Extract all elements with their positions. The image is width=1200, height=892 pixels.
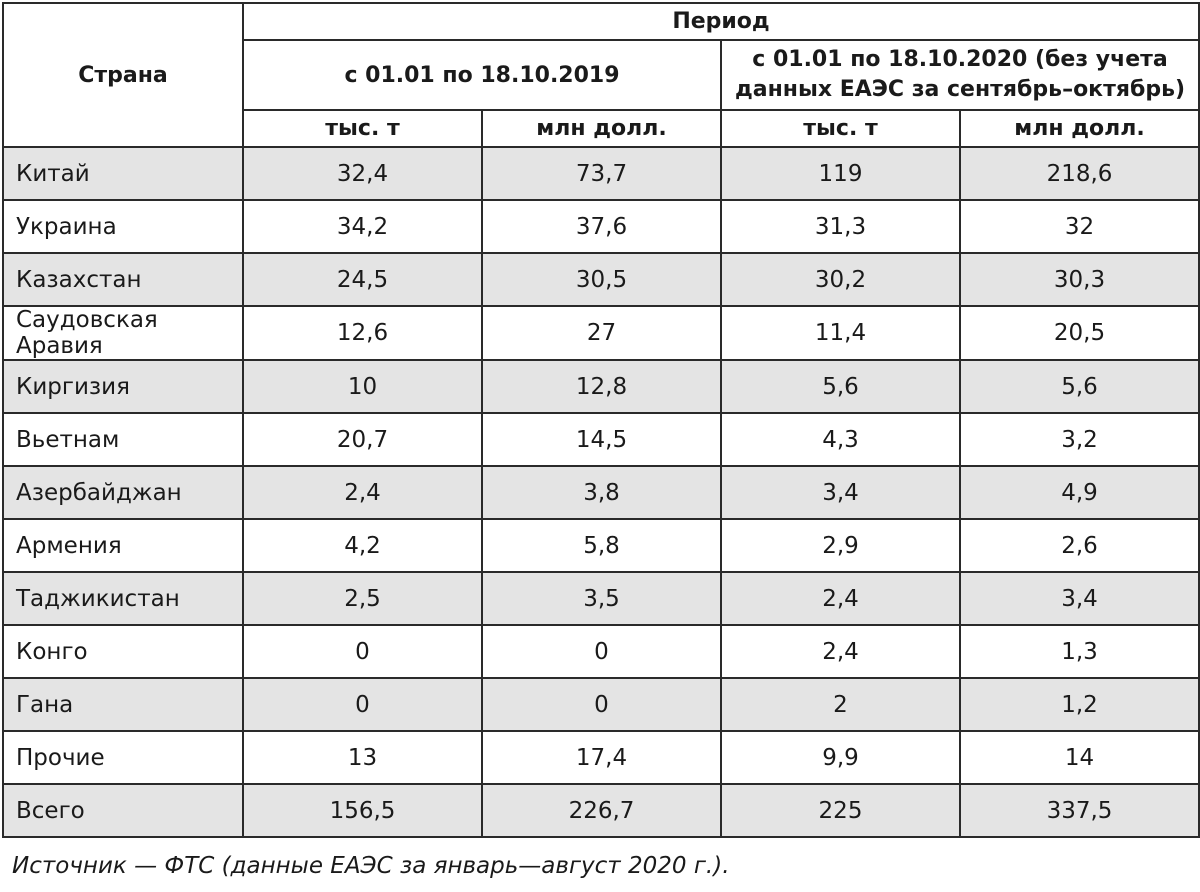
- value-cell: 0: [243, 678, 482, 731]
- value-cell: 14: [960, 731, 1199, 784]
- value-cell: 0: [243, 625, 482, 678]
- value-cell: 225: [721, 784, 960, 837]
- value-cell: 218,6: [960, 147, 1199, 200]
- value-cell: 2,4: [721, 572, 960, 625]
- value-cell: 9,9: [721, 731, 960, 784]
- country-cell: Китай: [3, 147, 243, 200]
- country-cell: Украина: [3, 200, 243, 253]
- table-row: [3, 678, 1199, 731]
- value-cell: 5,8: [482, 519, 721, 572]
- country-cell: Прочие: [3, 731, 243, 784]
- value-cell: 2,4: [243, 466, 482, 519]
- value-cell: 27: [482, 306, 721, 360]
- value-cell: 2,4: [721, 625, 960, 678]
- value-cell: 32: [960, 200, 1199, 253]
- header-unit-usd-2020: млн долл.: [960, 110, 1199, 147]
- value-cell: 37,6: [482, 200, 721, 253]
- value-cell: 226,7: [482, 784, 721, 837]
- value-cell: 30,3: [960, 253, 1199, 306]
- table-row: [3, 625, 1199, 678]
- table-row: [3, 413, 1199, 466]
- header-unit-tons-2019: тыс. т: [243, 110, 482, 147]
- value-cell: 2,5: [243, 572, 482, 625]
- import-table: [2, 2, 1200, 838]
- value-cell: 119: [721, 147, 960, 200]
- country-cell: Конго: [3, 625, 243, 678]
- value-cell: 3,2: [960, 413, 1199, 466]
- country-cell: Армения: [3, 519, 243, 572]
- value-cell: 4,9: [960, 466, 1199, 519]
- value-cell: 4,2: [243, 519, 482, 572]
- value-cell: 17,4: [482, 731, 721, 784]
- table-row: [3, 731, 1199, 784]
- table-row: [3, 147, 1199, 200]
- value-cell: 32,4: [243, 147, 482, 200]
- country-cell: Всего: [3, 784, 243, 837]
- table-row: [3, 200, 1199, 253]
- table-row: [3, 572, 1199, 625]
- value-cell: 337,5: [960, 784, 1199, 837]
- country-cell: Саудовская Аравия: [3, 306, 243, 360]
- country-cell: Азербайджан: [3, 466, 243, 519]
- country-cell: Казахстан: [3, 253, 243, 306]
- header-period-2019: с 01.01 по 18.10.2019: [243, 40, 721, 110]
- table-row: [3, 360, 1199, 413]
- header-period: Период: [243, 3, 1199, 40]
- header-country: Страна: [3, 3, 243, 147]
- value-cell: 3,5: [482, 572, 721, 625]
- value-cell: 1,2: [960, 678, 1199, 731]
- value-cell: 0: [482, 625, 721, 678]
- country-cell: Гана: [3, 678, 243, 731]
- header-unit-usd-2019: млн долл.: [482, 110, 721, 147]
- value-cell: 13: [243, 731, 482, 784]
- header-unit-tons-2020: тыс. т: [721, 110, 960, 147]
- value-cell: 14,5: [482, 413, 721, 466]
- value-cell: 4,3: [721, 413, 960, 466]
- value-cell: 20,7: [243, 413, 482, 466]
- value-cell: 34,2: [243, 200, 482, 253]
- value-cell: 1,3: [960, 625, 1199, 678]
- value-cell: 3,8: [482, 466, 721, 519]
- country-cell: Таджикистан: [3, 572, 243, 625]
- value-cell: 12,6: [243, 306, 482, 360]
- value-cell: 5,6: [721, 360, 960, 413]
- value-cell: 12,8: [482, 360, 721, 413]
- table-row: [3, 306, 1199, 360]
- value-cell: 11,4: [721, 306, 960, 360]
- value-cell: 0: [482, 678, 721, 731]
- source-note: Источник — ФТС (данные ЕАЭС за январь—август 2020 г.).: [12, 853, 730, 879]
- value-cell: 2: [721, 678, 960, 731]
- value-cell: 73,7: [482, 147, 721, 200]
- value-cell: 31,3: [721, 200, 960, 253]
- table-row: [3, 519, 1199, 572]
- value-cell: 156,5: [243, 784, 482, 837]
- table-row-total: [3, 784, 1199, 837]
- table-row: [3, 466, 1199, 519]
- value-cell: 30,2: [721, 253, 960, 306]
- country-cell: Киргизия: [3, 360, 243, 413]
- value-cell: 30,5: [482, 253, 721, 306]
- value-cell: 5,6: [960, 360, 1199, 413]
- table-row: [3, 253, 1199, 306]
- value-cell: 10: [243, 360, 482, 413]
- value-cell: 20,5: [960, 306, 1199, 360]
- value-cell: 24,5: [243, 253, 482, 306]
- value-cell: 3,4: [960, 572, 1199, 625]
- value-cell: 2,6: [960, 519, 1199, 572]
- value-cell: 3,4: [721, 466, 960, 519]
- header-period-2020: с 01.01 по 18.10.2020 (без учета данных ЕАЭС за сентябрь–октябрь): [721, 40, 1199, 110]
- country-cell: Вьетнам: [3, 413, 243, 466]
- value-cell: 2,9: [721, 519, 960, 572]
